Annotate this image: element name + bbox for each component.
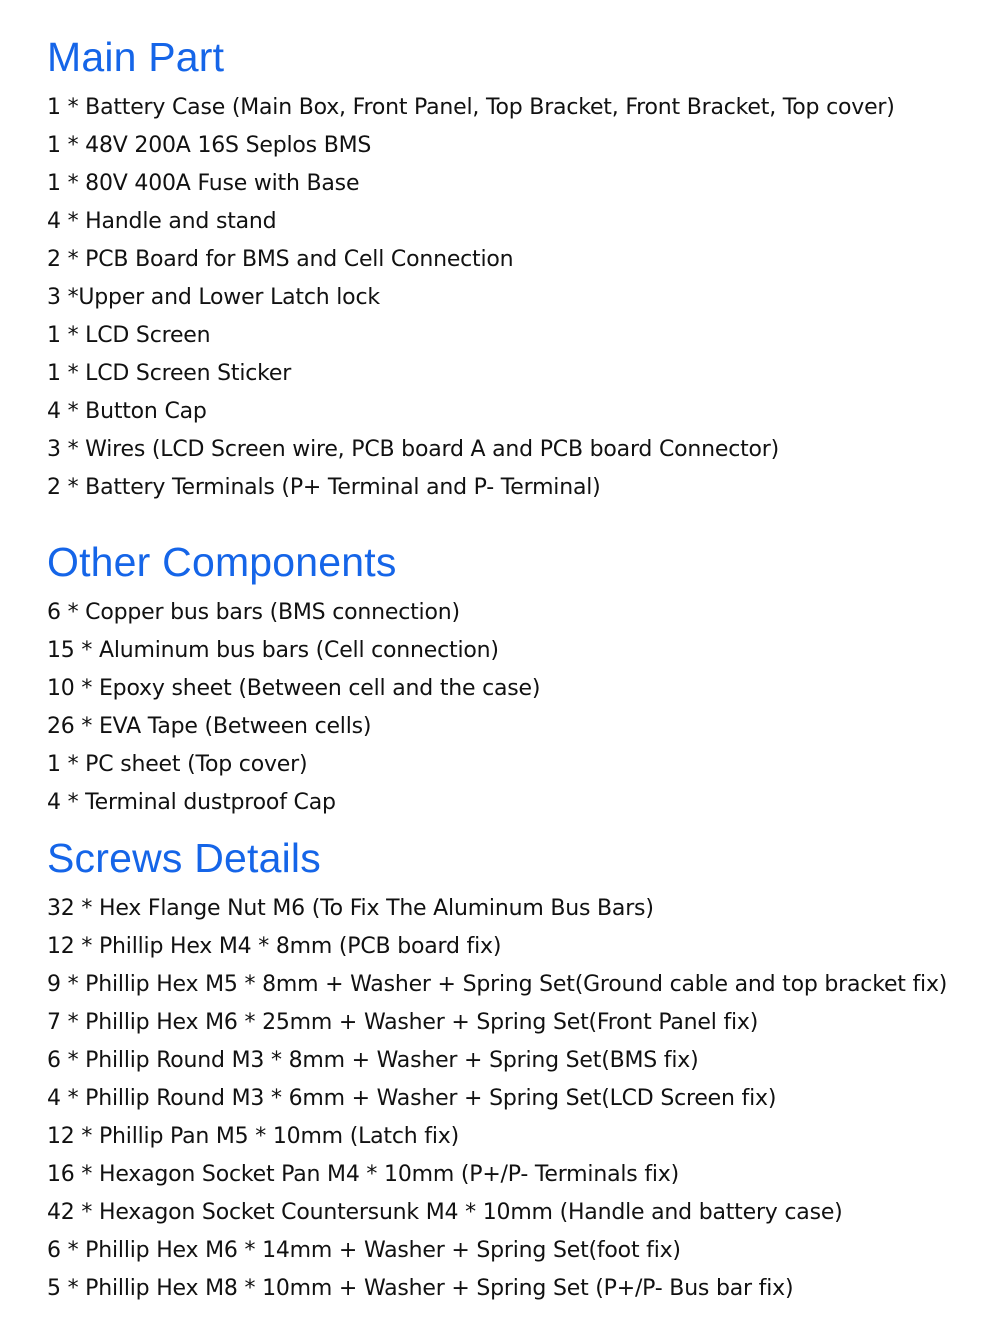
list-item: 3 *Upper and Lower Latch lock xyxy=(47,285,380,310)
section-title-other-components: Other Components xyxy=(47,539,397,585)
list-item: 1 * LCD Screen xyxy=(47,323,211,348)
section-other-components xyxy=(47,538,987,822)
list-item: 15 * Aluminum bus bars (Cell connection) xyxy=(47,638,499,663)
list-item: 7 * Phillip Hex M6 * 25mm + Washer + Spring Set(Front Panel fix) xyxy=(47,1010,759,1035)
list-item: 42 * Hexagon Socket Countersunk M4 * 10mm (Handle and battery case) xyxy=(47,1200,843,1225)
item-list-screws-details xyxy=(47,890,987,1308)
list-item: 1 * 48V 200A 16S Seplos BMS xyxy=(47,133,372,158)
list-item: 26 * EVA Tape (Between cells) xyxy=(47,714,372,739)
section-title-main-part: Main Part xyxy=(47,34,225,80)
section-main-part xyxy=(47,33,987,507)
list-item: 6 * Phillip Hex M6 * 14mm + Washer + Spring Set(foot fix) xyxy=(47,1238,681,1263)
list-item: 12 * Phillip Hex M4 * 8mm (PCB board fix) xyxy=(47,934,502,959)
list-item: 1 * Battery Case (Main Box, Front Panel, Top Bracket, Front Bracket, Top cover) xyxy=(47,95,895,120)
list-item: 12 * Phillip Pan M5 * 10mm (Latch fix) xyxy=(47,1124,459,1149)
list-item: 16 * Hexagon Socket Pan M4 * 10mm (P+/P- Terminals fix) xyxy=(47,1162,679,1187)
list-item: 1 * LCD Screen Sticker xyxy=(47,361,292,386)
list-item: 4 * Button Cap xyxy=(47,399,207,424)
list-item: 2 * PCB Board for BMS and Cell Connection xyxy=(47,247,514,272)
section-title-screws-details: Screws Details xyxy=(47,835,321,881)
list-item: 32 * Hex Flange Nut M6 (To Fix The Aluminum Bus Bars) xyxy=(47,896,654,921)
list-item: 4 * Terminal dustproof Cap xyxy=(47,790,336,815)
list-item: 4 * Handle and stand xyxy=(47,209,277,234)
item-list-other-components xyxy=(47,594,987,822)
list-item: 3 * Wires (LCD Screen wire, PCB board A and PCB board Connector) xyxy=(47,437,780,462)
list-item: 6 * Phillip Round M3 * 8mm + Washer + Spring Set(BMS fix) xyxy=(47,1048,699,1073)
list-item: 5 * Phillip Hex M8 * 10mm + Washer + Spring Set (P+/P- Bus bar fix) xyxy=(47,1276,794,1301)
list-item: 4 * Phillip Round M3 * 6mm + Washer + Spring Set(LCD Screen fix) xyxy=(47,1086,777,1111)
list-item: 1 * PC sheet (Top cover) xyxy=(47,752,308,777)
item-list-main-part xyxy=(47,89,987,507)
list-item: 1 * 80V 400A Fuse with Base xyxy=(47,171,360,196)
section-screws-details xyxy=(47,834,987,1308)
list-item: 10 * Epoxy sheet (Between cell and the case) xyxy=(47,676,541,701)
list-item: 2 * Battery Terminals (P+ Terminal and P- Terminal) xyxy=(47,475,601,500)
list-item: 6 * Copper bus bars (BMS connection) xyxy=(47,600,460,625)
list-item: 9 * Phillip Hex M5 * 8mm + Washer + Spring Set(Ground cable and top bracket fix) xyxy=(47,972,948,997)
